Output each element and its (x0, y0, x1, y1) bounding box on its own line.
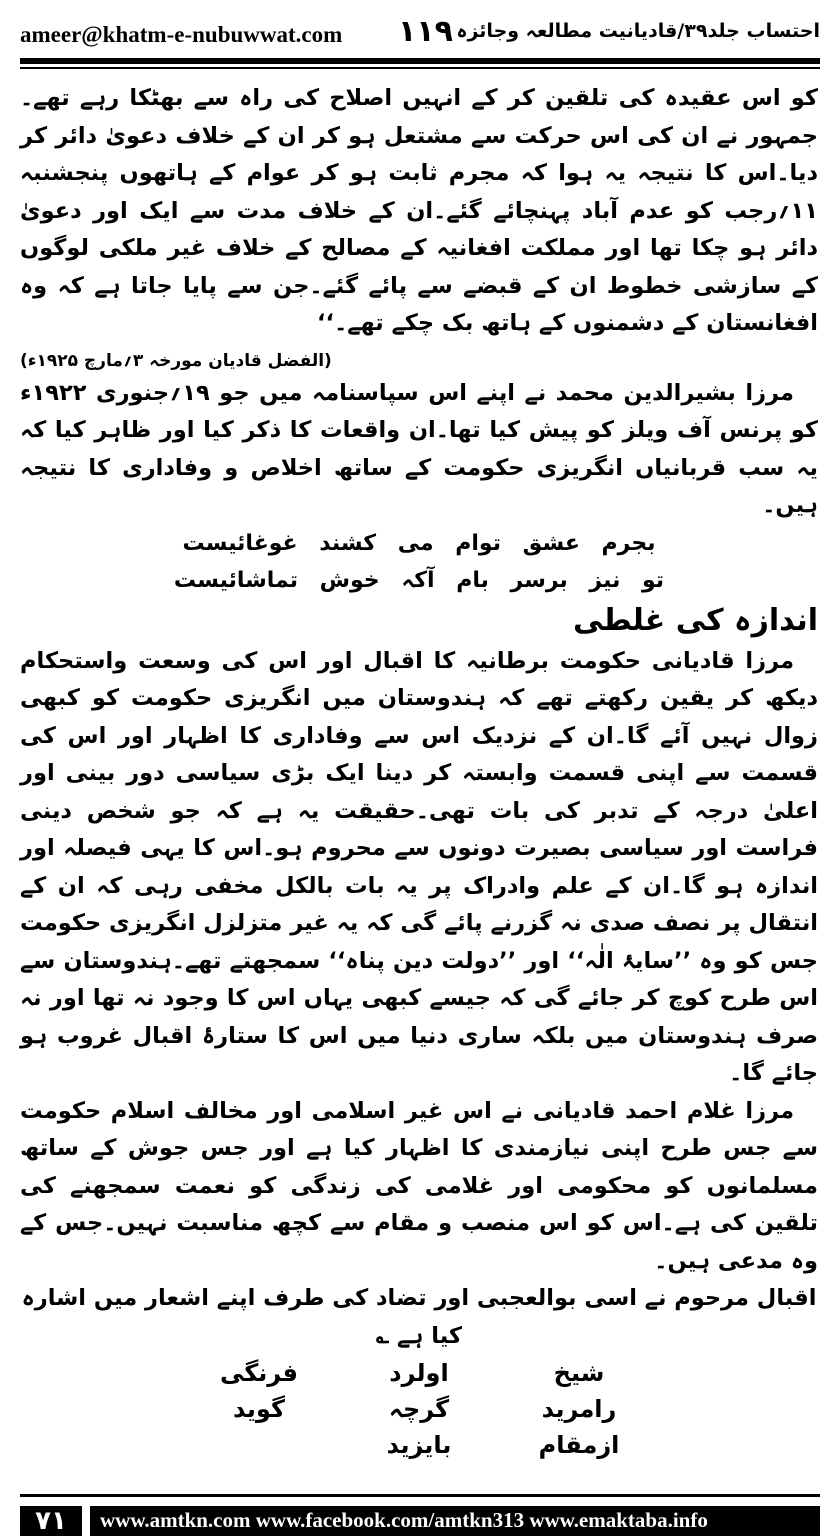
page-header (20, 8, 820, 54)
couplet-word: رامرید (541, 1395, 617, 1423)
footer-page-number: ۷۱ (20, 1506, 82, 1536)
couplet-word: شیخ (553, 1359, 605, 1387)
citation: (الفضل قادیان مورخہ ۳؍مارچ ۱۹۲۵ء) (20, 350, 332, 371)
paragraph-2: مرزا بشیرالدین محمد نے اپنے اس سپاسنامہ میں جو ۱۹؍جنوری ۱۹۲۲ء کو پرنس آف ویلز کو پیش کیا تھا۔ان واقعات کا ذکر کیا اور ظاہر کیا کہ یہ سب قربانیاں انگریزی حکومت کے ساتھ اخلاص و وفاداری کا نتیجہ ہیں۔ (20, 379, 818, 518)
footer-rule (20, 1494, 820, 1497)
couplet-word: گوید (233, 1395, 285, 1423)
iqbal-couplet (20, 1355, 818, 1463)
couplet-word: فرنگی (220, 1359, 298, 1387)
paragraph-5: اقبال مرحوم نے اسی بوالعجبی اور تضاد کی طرف اپنے اشعار میں اشارہ کیا ہے ؎ (21, 1285, 817, 1349)
paragraph-3: مرزا قادیانی حکومت برطانیہ کا اقبال اور اس کی وسعت واستحکام دیکھ کر یقین رکھتے تھے کہ ہندوستان میں انگریزی حکومت کو کبھی زوال نہیں آئے گا۔ان کے نزدیک اس سے وفاداری کا اظہار اور اس کی قسمت سے اپنی قسمت وابستہ کر دینا ایک بڑی سیاسی دور بینی اور اعلیٰ درجہ کے تدبر کی بات تھی۔حقیقت یہ ہے کہ جو شخص دینی فراست اور سیاسی بصیرت دونوں سے محروم ہو۔اس کا یہی فیصلہ اور اندازہ ہو گا۔ان کے علم وادراک پر یہ بات بالکل مخفی رہی کہ ان کے انتقال پر نصف صدی نہ گزرنے پائے گی کہ یہ غیر متزلزل انگریزی حکومت جس کو وہ ’’سایۂ الٰہ‘‘ اور ’’دولت دین پناہ‘‘ سمجھتے تھے۔ہندوستان سے اس طرح کوچ کر جائے گی کہ جیسے کبھی یہاں اس کا وجود نہ تھا اور نہ صرف ہندوستان میں بلکہ ساری دنیا میں اس کا ستارۂ اقبال غروب ہو جائے گا۔ (20, 647, 818, 1086)
header-book-title: احتساب جلد۳۹/قادیانیت مطالعہ وجائزہ (456, 20, 820, 42)
paragraph-1: کو اس عقیدہ کی تلقین کر کے انہیں اصلاح کی راہ سے بھٹکا رہے تھے۔جمہور نے ان کی اس حرکت سے مشتعل ہو کر ان کے خلاف دعویٰ دائر کر دیا۔اس کا نتیجہ یہ ہوا کہ مجرم ثابت ہو کر عوام کے ہاتھوں پنجشنبہ ۱۱؍رجب کو عدم آباد پہنچائے گئے۔ان کے خلاف مدت سے ایک اور دعویٰ دائر ہو چکا تھا اور مملکت افغانیہ کے مصالح کے خلاف غیر ملکی لوگوں کے سازشی خطوط ان کے قبضے سے پائے گئے۔جن سے پایا جاتا ہے کہ وہ افغانستان کے دشمنوں کے ہاتھ بک چکے تھے۔‘‘ (20, 85, 818, 336)
verse-line-1: بجرم عشق توام می کشند غوغائیست (182, 530, 656, 556)
page-footer (0, 1494, 840, 1538)
footer-links: www.amtkn.com www.facebook.com/amtkn313 www.emaktaba.info (100, 1508, 708, 1532)
couplet-word: اولرد (389, 1359, 449, 1387)
verse-line-2: تو نیز برسر بام آکہ خوش تماشائیست (173, 567, 665, 593)
header-email: ameer@khatm-e-nubuwwat.com (20, 22, 343, 47)
header-rule-thin (20, 67, 820, 69)
paragraph-4: مرزا غلام احمد قادیانی نے اس غیر اسلامی اور مخالف اسلام حکومت سے جس طرح اپنی نیازمندی کا اظہار کیا ہے اور جس جوش کے ساتھ مسلمانوں کو محکومی اور غلامی کی زندگی کو نعمت سمجھنے کی تلقین کی ہے۔اس کو اس منصب و مقام سے کچھ مناسبت نہیں۔جس کے وہ مدعی ہیں۔ (20, 1097, 818, 1274)
couplet-word: گرچہ (388, 1395, 450, 1423)
page-body (20, 80, 818, 1463)
header-page-number: ۱۱۹ (398, 14, 453, 49)
section-heading: اندازہ کی غلطی (572, 602, 818, 638)
couplet-word: ازمقام (538, 1431, 620, 1459)
header-rule-thick (20, 58, 820, 64)
couplet-word: بایزید (386, 1431, 452, 1459)
